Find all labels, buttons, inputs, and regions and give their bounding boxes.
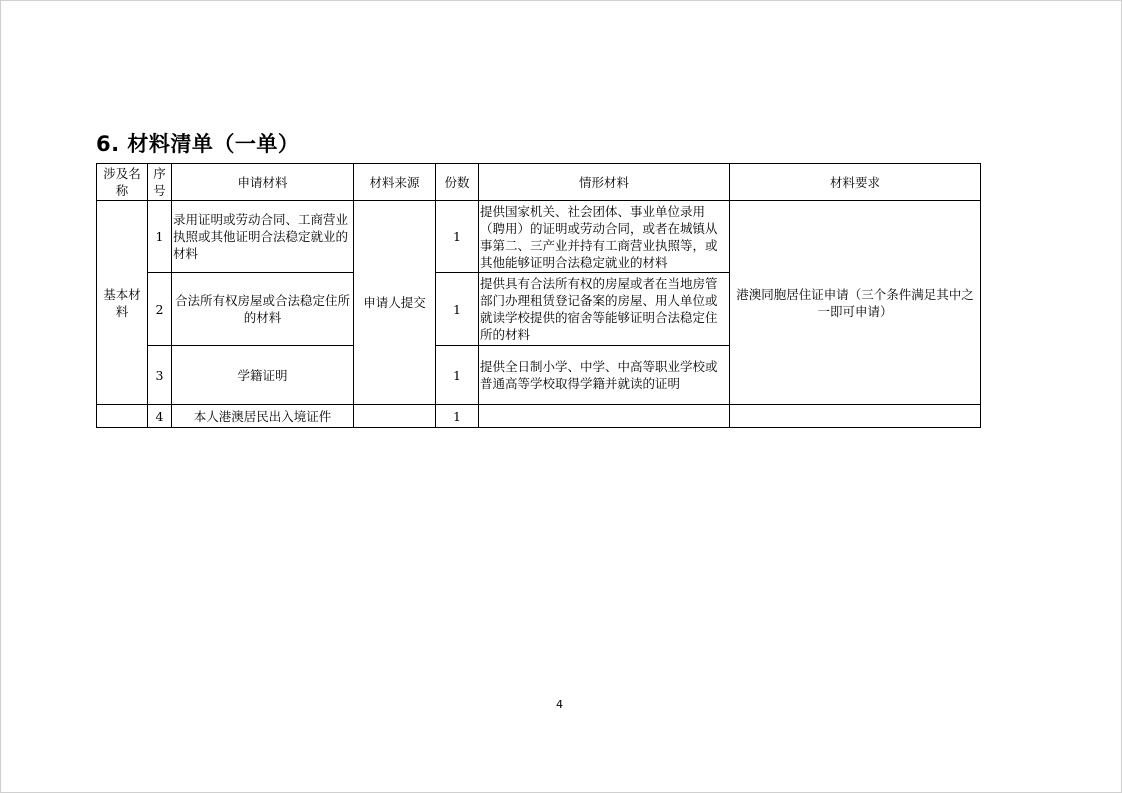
row-copies: 1 [436, 273, 479, 346]
row-source [354, 405, 436, 428]
section-title: 6. 材料清单（一单） [96, 132, 300, 156]
row-situation: 提供国家机关、社会团体、事业单位录用（聘用）的证明或劳动合同，或者在城镇从事第二、三产业并持有工商营业执照等，或其他能够证明合法稳定就业的材料 [479, 201, 730, 273]
header-source: 材料来源 [354, 164, 436, 201]
row-material: 学籍证明 [172, 346, 354, 405]
row-copies: 1 [436, 201, 479, 273]
row-situation [479, 405, 730, 428]
row-material: 录用证明或劳动合同、工商营业执照或其他证明合法稳定就业的材料 [172, 201, 354, 273]
row-copies: 1 [436, 346, 479, 405]
row-material: 合法所有权房屋或合法稳定住所的材料 [172, 273, 354, 346]
header-situation: 情形材料 [479, 164, 730, 201]
header-requirement: 材料要求 [730, 164, 981, 201]
shared-requirement-cell: 港澳同胞居住证申请（三个条件满足其中之一即可申请） [730, 201, 981, 405]
header-index: 序号 [148, 164, 172, 201]
row-index: 4 [148, 405, 172, 428]
row-index: 2 [148, 273, 172, 346]
table-row [97, 405, 981, 428]
header-row [97, 164, 981, 201]
row-category [97, 405, 148, 428]
header-copies: 份数 [436, 164, 479, 201]
materials-table [96, 163, 981, 428]
header-category: 涉及名称 [97, 164, 148, 201]
shared-source-cell: 申请人提交 [354, 201, 436, 405]
row-situation: 提供全日制小学、中学、中高等职业学校或普通高等学校取得学籍并就读的证明 [479, 346, 730, 405]
row-copies: 1 [436, 405, 479, 428]
row-situation: 提供具有合法所有权的房屋或者在当地房管部门办理租赁登记备案的房屋、用人单位或就读学校提供的宿舍等能够证明合法稳定住所的材料 [479, 273, 730, 346]
row-index: 1 [148, 201, 172, 273]
row-requirement [730, 405, 981, 428]
group-label-cell: 基本材料 [97, 201, 148, 405]
page-number: 4 [556, 698, 563, 711]
header-material: 申请材料 [172, 164, 354, 201]
row-index: 3 [148, 346, 172, 405]
row-material: 本人港澳居民出入境证件 [172, 405, 354, 428]
table-row [97, 201, 981, 273]
